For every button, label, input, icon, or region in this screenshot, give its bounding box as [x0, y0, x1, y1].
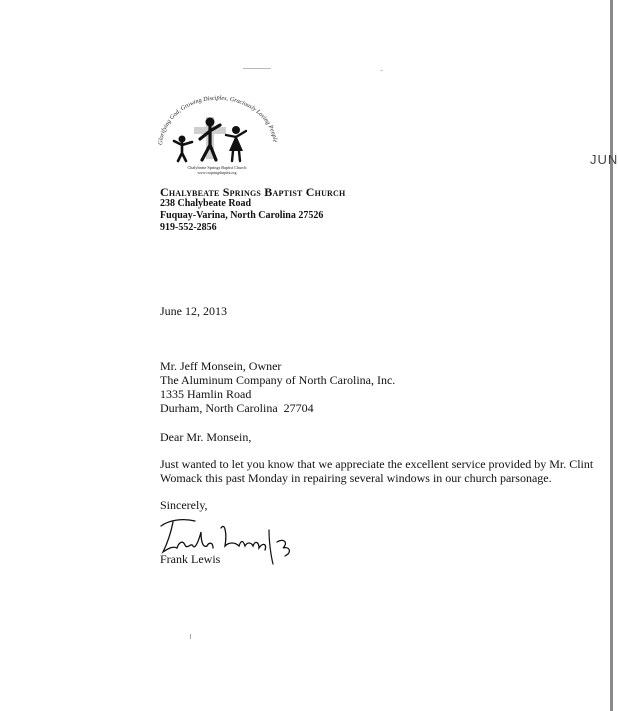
recipient-line1: Mr. Jeff Monsein, Owner — [160, 359, 282, 373]
letter-body: Just wanted to let you know that we appreciate the excellent service provided by Mr. Clint Womack this past Monday in repairing several windows in our church parsonage. — [160, 457, 594, 485]
svg-text:www.csspringsbaptist.org: www.csspringsbaptist.org — [197, 171, 237, 175]
recipient-block — [160, 359, 395, 415]
scan-mark — [243, 68, 271, 69]
signer-name: Frank Lewis — [160, 552, 221, 566]
letterhead — [160, 186, 345, 234]
svg-text:Glorifying God, Growing Discip: Glorifying God, Growing Disciples, Graciously Loving People — [157, 95, 279, 146]
recipient-line3: 1335 Hamlin Road — [160, 387, 252, 401]
recipient-line2: The Aluminum Company of North Carolina, Inc. — [160, 373, 396, 387]
church-phone: 919-552-2856 — [160, 222, 217, 233]
church-logo — [152, 95, 282, 180]
received-stamp: JUN — [590, 152, 618, 167]
scan-speck — [190, 634, 191, 639]
church-logo-graphic — [152, 95, 282, 180]
page-edge-line — [610, 0, 613, 711]
recipient-line4: Durham, North Carolina 27704 — [160, 401, 314, 415]
salutation: Dear Mr. Monsein, — [160, 430, 252, 444]
church-name: Chalybeate Springs Baptist Church — [160, 185, 346, 199]
church-address-line2: Fuquay-Varina, North Carolina 27526 — [160, 210, 324, 221]
church-address-line1: 238 Chalybeate Road — [160, 198, 252, 209]
scan-speck — [380, 70, 383, 71]
closing: Sincerely, — [160, 498, 208, 512]
svg-text:Chalybeate Springs Baptist Chu: Chalybeate Springs Baptist Church — [187, 165, 247, 170]
letter-date: June 12, 2013 — [160, 304, 227, 318]
